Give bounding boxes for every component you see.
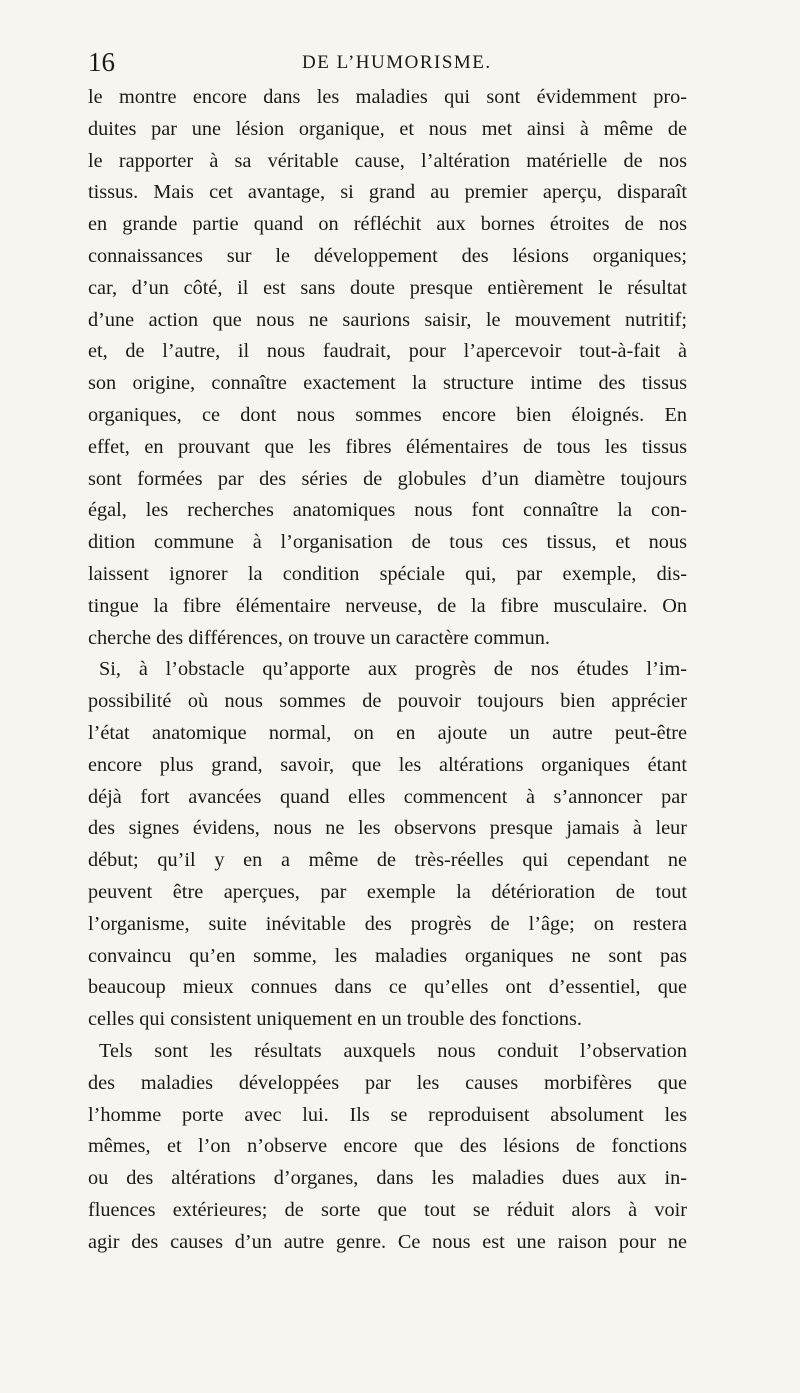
text-line: duites par une lésion organique, et nous met ainsi à même de <box>88 117 687 140</box>
text-line: laissent ignorer la condition spéciale qui, par exemple, dis- <box>88 562 687 585</box>
text-line: peuvent être aperçues, par exemple la détérioration de tout <box>88 880 687 903</box>
body-text <box>88 82 687 1258</box>
paragraph-start-line: Si, à l’obstacle qu’apporte aux progrès de nos études l’im- <box>99 658 687 681</box>
text-line: organiques, ce dont nous sommes encore bien éloignés. En <box>88 403 687 426</box>
text-line: des maladies développées par les causes morbifères que <box>88 1071 687 1094</box>
text-line: l’organisme, suite inévitable des progrès de l’âge; on restera <box>88 912 687 935</box>
text-line: le montre encore dans les maladies qui sont évidemment pro- <box>88 86 687 108</box>
text-line: et, de l’autre, il nous faudrait, pour l’apercevoir tout-à-fait à <box>88 340 687 363</box>
text-line: connaissances sur le développement des lésions organiques; <box>88 244 687 267</box>
text-line: convaincu qu’en somme, les maladies organiques ne sont pas <box>88 944 687 967</box>
text-line: sont formées par des séries de globules d’un diamètre toujours <box>88 467 687 490</box>
text-line: l’état anatomique normal, on en ajoute un autre peut-être <box>88 721 687 744</box>
text-line: l’homme porte avec lui. Ils se reproduisent absolument les <box>88 1103 687 1126</box>
running-head <box>88 44 668 80</box>
text-line: des signes évidens, nous ne les observons presque jamais à leur <box>88 817 687 840</box>
text-line: agir des causes d’un autre genre. Ce nous est une raison pour ne <box>88 1230 687 1253</box>
text-line: en grande partie quand on réfléchit aux bornes étroites de nos <box>88 213 687 236</box>
text-line: car, d’un côté, il est sans doute presque entièrement le résultat <box>88 276 687 299</box>
text-line: début; qu’il y en a même de très-réelles qui cependant ne <box>88 849 687 872</box>
text-line: mêmes, et l’on n’observe encore que des lésions de fonctions <box>88 1135 687 1158</box>
text-line: tissus. Mais cet avantage, si grand au premier aperçu, disparaît <box>88 181 687 204</box>
paragraph-start-line: Tels sont les résultats auxquels nous conduit l’observation <box>99 1039 687 1062</box>
paragraph-end-line: celles qui consistent uniquement en un trouble des fonctions. <box>88 1008 582 1031</box>
text-line: fluences extérieures; de sorte que tout se réduit alors à voir <box>88 1198 687 1221</box>
text-line: effet, en prouvant que les fibres élémentaires de tous les tissus <box>88 435 687 458</box>
text-line: égal, les recherches anatomiques nous font connaître la con- <box>88 499 687 522</box>
text-line: ou des altérations d’organes, dans les maladies dues aux in- <box>88 1167 687 1190</box>
paragraph-end-line: cherche des différences, on trouve un caractère commun. <box>88 626 550 649</box>
page-number: 16 <box>88 47 115 77</box>
text-line: possibilité où nous sommes de pouvoir toujours bien apprécier <box>88 690 687 713</box>
running-title: DE L’HUMORISME. <box>302 52 492 73</box>
text-line: son origine, connaître exactement la structure intime des tissus <box>88 372 687 395</box>
text-line: dition commune à l’organisation de tous ces tissus, et nous <box>88 531 687 554</box>
text-line: tingue la fibre élémentaire nerveuse, de la fibre musculaire. On <box>88 594 687 617</box>
text-line: beaucoup mieux connues dans ce qu’elles ont d’essentiel, que <box>88 976 687 999</box>
text-line: le rapporter à sa véritable cause, l’altération matérielle de nos <box>88 149 687 172</box>
text-line: d’une action que nous ne saurions saisir, le mouvement nutritif; <box>88 308 687 331</box>
text-line: encore plus grand, savoir, que les altérations organiques étant <box>88 753 687 776</box>
text-line: déjà fort avancées quand elles commencent à s’annoncer par <box>88 785 687 808</box>
